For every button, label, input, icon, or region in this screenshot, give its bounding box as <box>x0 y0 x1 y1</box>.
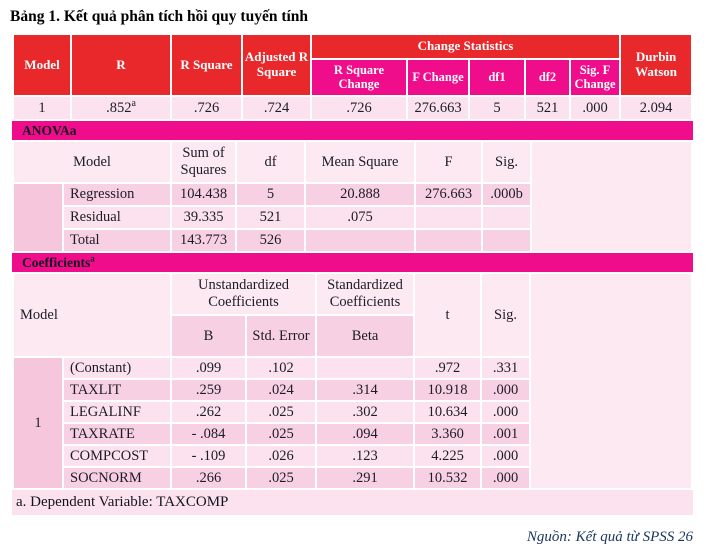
anova-row-label: Total <box>64 230 170 251</box>
coef-cell-sig: .000 <box>482 446 529 466</box>
coef-cell-b: .099 <box>172 358 245 378</box>
model-summary-table <box>12 33 693 121</box>
cell-df2: 521 <box>526 97 569 119</box>
table-row <box>14 97 691 119</box>
header-model: Model <box>14 35 70 95</box>
coef-cell-t: 10.532 <box>415 468 480 488</box>
anova-header-f: F <box>416 142 481 182</box>
coef-header-model: Model <box>14 274 170 356</box>
cell-r-square-change: .726 <box>312 97 406 119</box>
superscript-a: a <box>131 97 136 109</box>
header-r-square: R Square <box>172 35 241 95</box>
coef-row-label: LEGALINF <box>64 402 170 422</box>
header-r-square-change: R Square Change <box>312 60 406 95</box>
coef-row-label: TAXRATE <box>64 424 170 444</box>
anova-cell-f: 276.663 <box>416 184 481 205</box>
header-r: R <box>72 35 170 95</box>
anova-cell-sum-of-squares: 143.773 <box>172 230 235 251</box>
coef-cell-std-error: .026 <box>247 446 315 466</box>
coef-cell-beta: .314 <box>317 380 413 400</box>
coef-cell-std-error: .024 <box>247 380 315 400</box>
anova-cell-mean-square: 20.888 <box>306 184 414 205</box>
anova-header-mean-square: Mean Square <box>306 142 414 182</box>
anova-header-sig: Sig. <box>483 142 530 182</box>
coef-cell-t: 3.360 <box>415 424 480 444</box>
coef-header-standardized: Standardized Coefficients <box>317 274 413 314</box>
coef-cell-sig: .001 <box>482 424 529 444</box>
coef-cell-b: .262 <box>172 402 245 422</box>
header-change-statistics: Change Statistics <box>312 35 619 58</box>
coef-header-sig: Sig. <box>482 274 529 356</box>
coef-cell-t: 10.634 <box>415 402 480 422</box>
superscript-a: a <box>90 253 95 264</box>
coef-header-b: B <box>172 316 245 356</box>
header-durbin-watson: Durbin Watson <box>621 35 691 95</box>
anova-cell-mean-square <box>306 230 414 251</box>
cell-durbin-watson: 2.094 <box>621 97 691 119</box>
coefficients-section-title: Coefficients <box>22 255 91 270</box>
cell-model: 1 <box>14 97 70 119</box>
coef-model-number: 1 <box>14 358 62 488</box>
coef-cell-beta: .291 <box>317 468 413 488</box>
anova-row-label: Regression <box>64 184 170 205</box>
coef-cell-b: - .109 <box>172 446 245 466</box>
anova-cell-df: 521 <box>237 207 304 228</box>
coef-row-label: SOCNORM <box>64 468 170 488</box>
coef-row-label: COMPCOST <box>64 446 170 466</box>
table-row <box>14 274 691 314</box>
coef-empty-block <box>531 274 691 488</box>
dependent-variable-footnote: a. Dependent Variable: TAXCOMP <box>12 490 693 515</box>
anova-cell-sig <box>483 230 530 251</box>
anova-cell-sig: .000b <box>483 184 530 205</box>
coefficients-section-header <box>12 253 693 272</box>
coef-row-label: TAXLIT <box>64 380 170 400</box>
anova-cell-sum-of-squares: 104.438 <box>172 184 235 205</box>
coef-cell-sig: .000 <box>482 468 529 488</box>
anova-header-df: df <box>237 142 304 182</box>
header-f-change: F Change <box>408 60 468 95</box>
coef-cell-std-error: .025 <box>247 402 315 422</box>
coef-cell-beta: .302 <box>317 402 413 422</box>
anova-header-model: Model <box>14 142 170 182</box>
anova-cell-sig <box>483 207 530 228</box>
coef-cell-sig: .000 <box>482 402 529 422</box>
coef-cell-b: - .084 <box>172 424 245 444</box>
anova-cell-mean-square: .075 <box>306 207 414 228</box>
coef-cell-std-error: .025 <box>247 468 315 488</box>
regression-results-table <box>12 33 693 515</box>
anova-cell-f <box>416 230 481 251</box>
anova-model-indent <box>14 184 62 251</box>
table-row <box>14 35 691 58</box>
coef-cell-beta: .094 <box>317 424 413 444</box>
cell-adjusted-r-square: .724 <box>243 97 310 119</box>
coef-cell-std-error: .025 <box>247 424 315 444</box>
header-df2: df2 <box>526 60 569 95</box>
coef-cell-sig: .000 <box>482 380 529 400</box>
coef-header-unstandardized: Unstandardized Coefficients <box>172 274 315 314</box>
coefficients-table <box>12 272 693 490</box>
cell-r-square: .726 <box>172 97 241 119</box>
r-value: .852 <box>106 99 132 116</box>
coef-cell-sig: .331 <box>482 358 529 378</box>
source-note: Nguồn: Kết quả từ SPSS 26 <box>526 529 693 545</box>
coef-header-t: t <box>415 274 480 356</box>
header-sig-f-change: Sig. F Change <box>571 60 619 95</box>
anova-empty-block <box>532 142 691 251</box>
cell-sig-f-change: .000 <box>571 97 619 119</box>
coef-cell-std-error: .102 <box>247 358 315 378</box>
coef-cell-t: 10.918 <box>415 380 480 400</box>
cell-f-change: 276.663 <box>408 97 468 119</box>
anova-row-label: Residual <box>64 207 170 228</box>
coef-header-beta: Beta <box>317 316 413 356</box>
header-adjusted-r-square: Adjusted R Square <box>243 35 310 95</box>
anova-header-sum-of-squares: Sum of Squares <box>172 142 235 182</box>
header-df1: df1 <box>470 60 524 95</box>
coef-cell-t: 4.225 <box>415 446 480 466</box>
coef-cell-b: .259 <box>172 380 245 400</box>
anova-section-header: ANOVAa <box>12 121 693 140</box>
coef-cell-t: .972 <box>415 358 480 378</box>
coef-row-label: (Constant) <box>64 358 170 378</box>
anova-cell-f <box>416 207 481 228</box>
cell-r <box>72 97 170 119</box>
table-row <box>14 142 691 182</box>
coef-cell-beta <box>317 358 413 378</box>
table-caption: Bảng 1. Kết quả phân tích hồi quy tuyến tính <box>10 8 309 25</box>
anova-cell-df: 526 <box>237 230 304 251</box>
anova-cell-df: 5 <box>237 184 304 205</box>
coef-header-std-error: Std. Error <box>247 316 315 356</box>
coef-cell-beta: .123 <box>317 446 413 466</box>
anova-table <box>12 140 693 253</box>
cell-df1: 5 <box>470 97 524 119</box>
anova-cell-sum-of-squares: 39.335 <box>172 207 235 228</box>
coef-cell-b: .266 <box>172 468 245 488</box>
